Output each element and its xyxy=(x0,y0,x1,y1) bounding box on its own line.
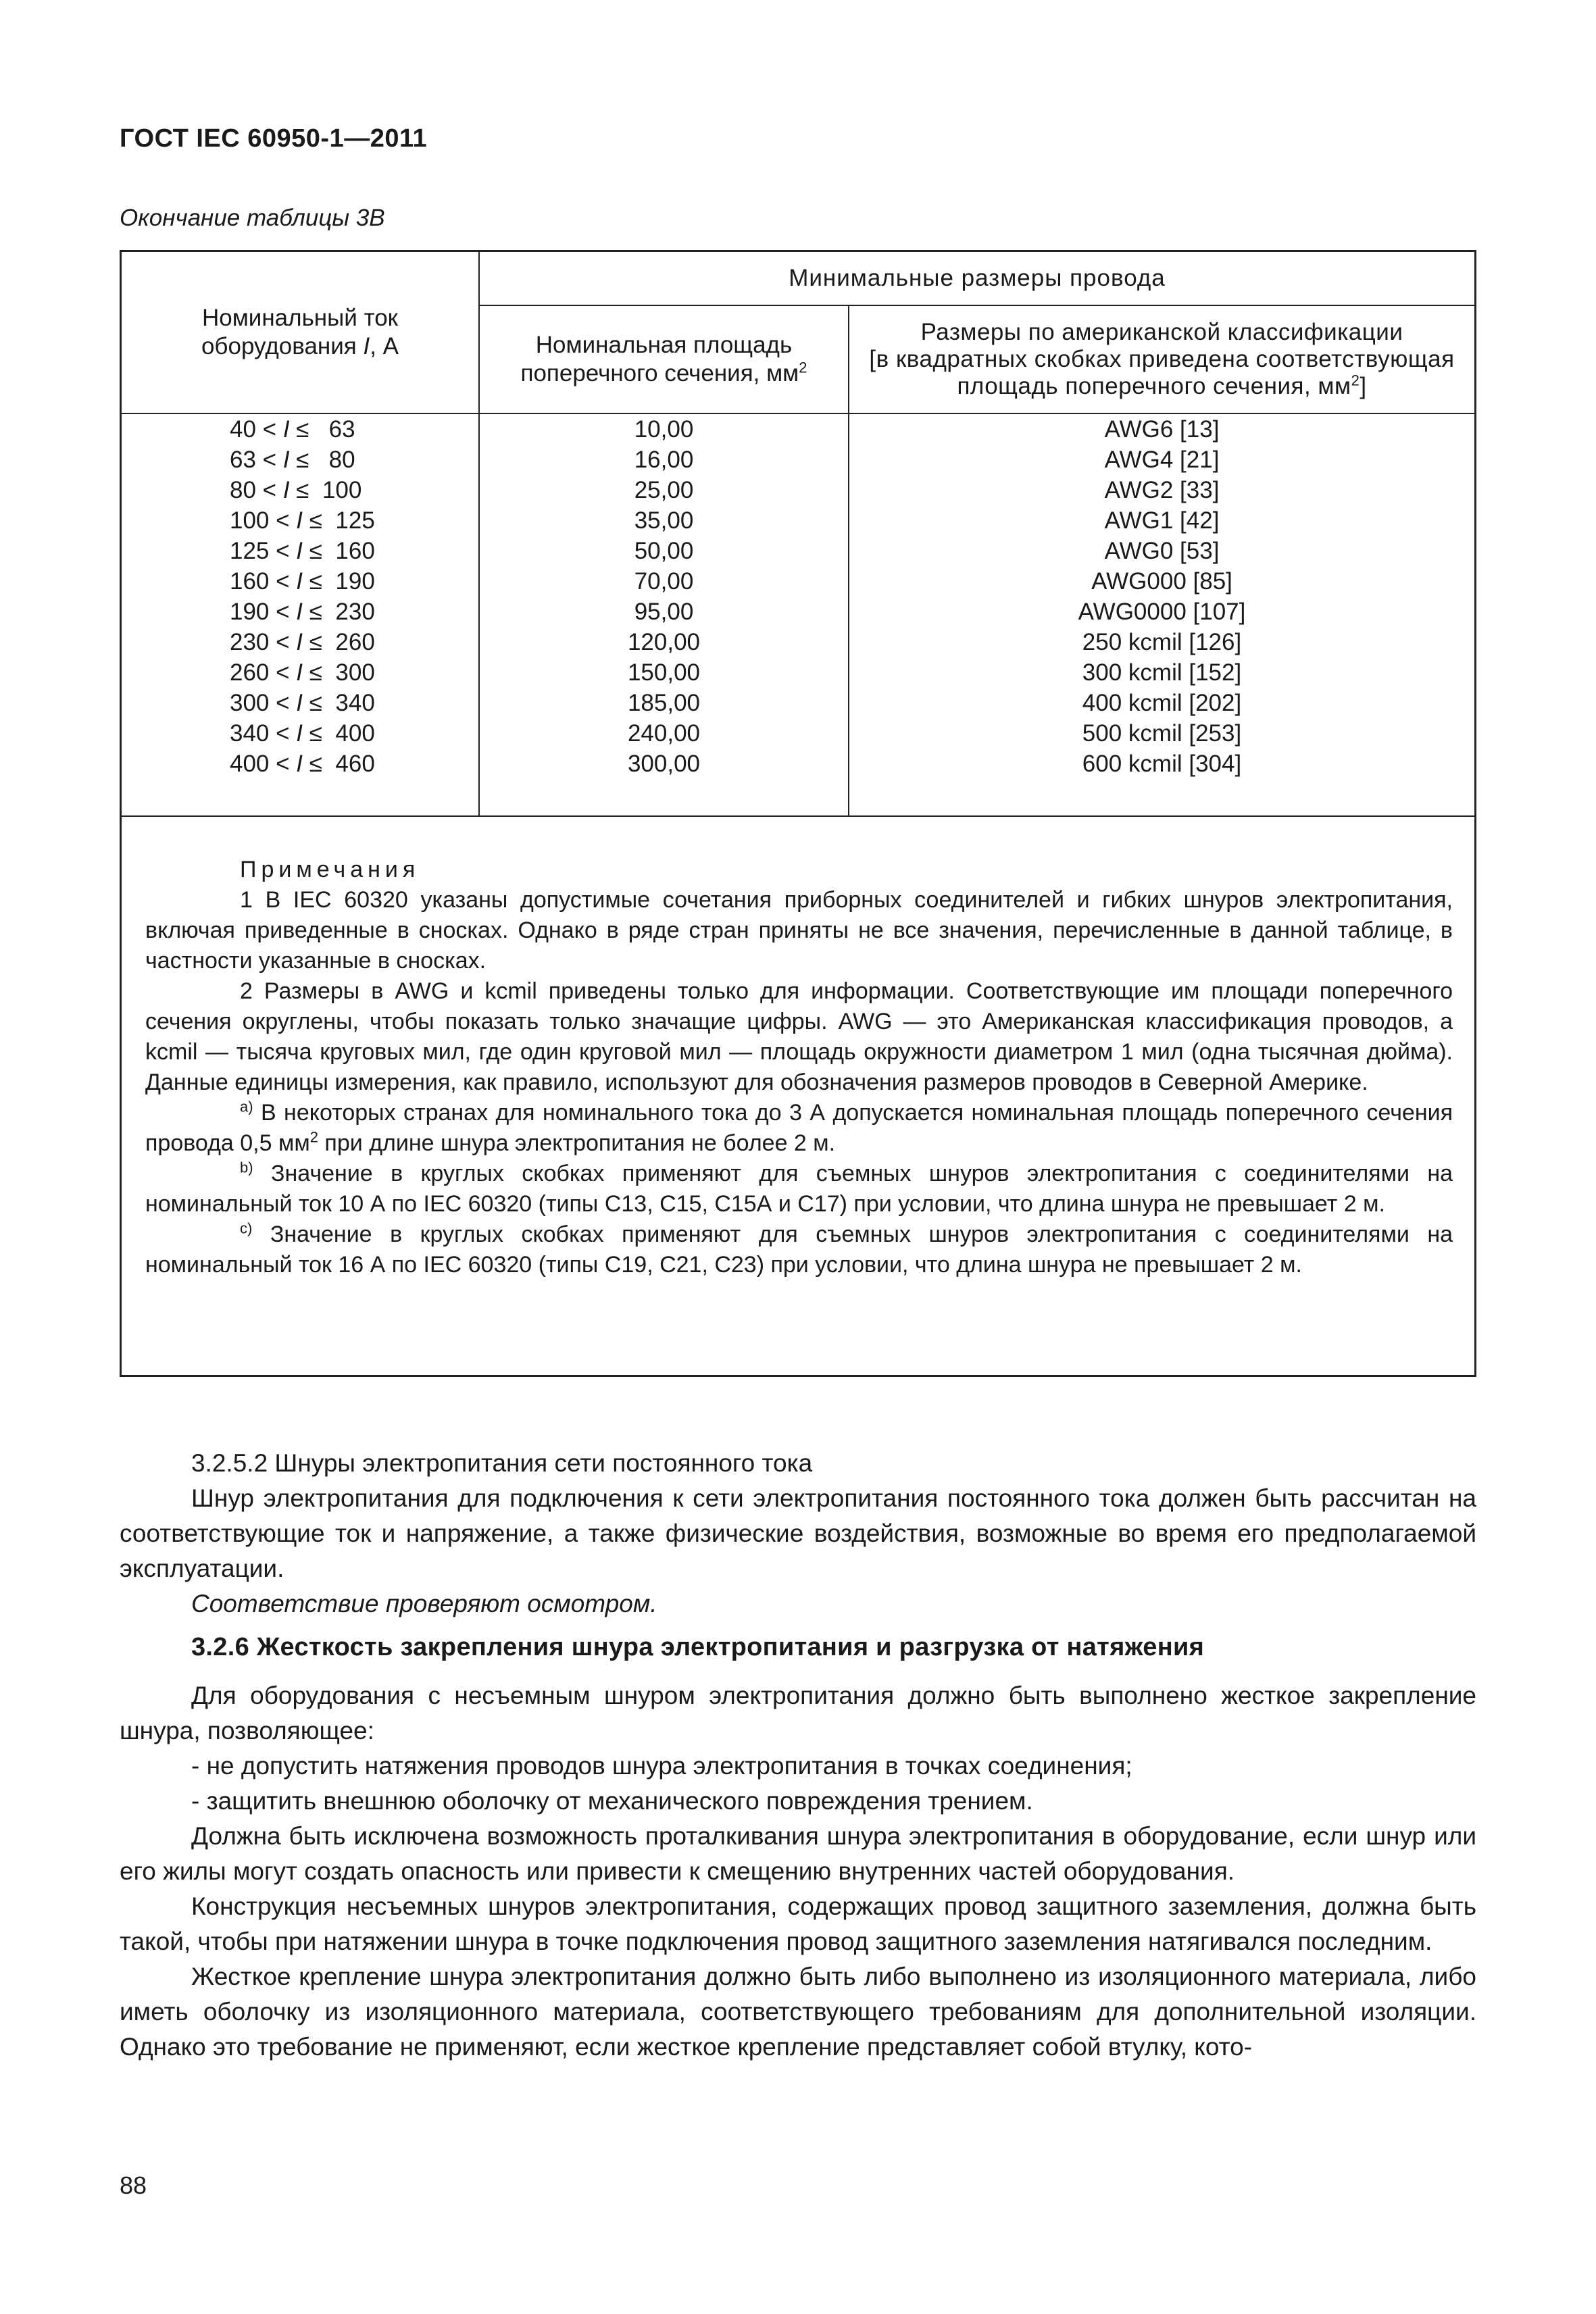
header-awg-line3-text: площадь поперечного сечения, мм xyxy=(957,373,1351,399)
table-cell-area: 300,00 xyxy=(627,751,701,777)
section-3-2-5-2-check: Соответствие проверяют осмотром. xyxy=(191,1590,657,1617)
table-cell-area: 25,00 xyxy=(634,477,694,503)
table-cell-current: 340 < I ≤ 400 xyxy=(230,720,375,747)
table-cell-current: 80 < I ≤ 100 xyxy=(230,477,362,503)
table-cell-awg: AWG6 [13] xyxy=(1104,416,1220,443)
table-cell-area: 150,00 xyxy=(627,659,701,686)
table-cell-awg: 600 kcmil [304] xyxy=(1082,751,1242,777)
footnote-a-text1: В некоторых странах для номинального тока до 3 А допускается номинальная площадь поперечного сечения провода 0,5 мм xyxy=(145,1100,1453,1156)
awg-values xyxy=(849,414,1474,779)
header-cross-section xyxy=(479,305,849,413)
table-cell-current: 63 < I ≤ 80 xyxy=(230,447,355,473)
table-cell-area: 10,00 xyxy=(634,416,694,443)
table-notes xyxy=(122,841,1474,1280)
notes-title: Примечания xyxy=(240,857,420,882)
table-cell-current: 190 < I ≤ 230 xyxy=(230,599,375,625)
section-3-2-6-item2: - защитить внешнюю оболочку от механического повреждения трением. xyxy=(191,1787,1033,1815)
footnote-a-mark: a) xyxy=(240,1098,253,1115)
table-grid xyxy=(122,252,1474,817)
footnote-b xyxy=(145,1159,1453,1219)
footnote-b-text: Значение в круглых скобках применяют для съемных шнуров электропитания с соединителями на номинальный ток 10 А по IEC 60320 (типы С13, С15, С15А и С17) при условии, что длина шнура не превышает 2 м. xyxy=(145,1161,1453,1217)
area-column xyxy=(479,413,849,816)
table-cell-current: 300 < I ≤ 340 xyxy=(230,690,375,716)
table-cell-area: 16,00 xyxy=(634,447,694,473)
header-awg-line1: Размеры по американской классификации xyxy=(920,319,1403,345)
footnote-a-text2: при длине шнура электропитания не более 2 м. xyxy=(318,1130,836,1156)
section-3-2-5-2-paragraph: Шнур электропитания для подключения к сети электропитания постоянного тока должен быть рассчитан на соответствующие ток и напряжение, а также физические воздействия, возможные во время его предполагаемой эксплуатации. xyxy=(120,1484,1476,1582)
note-1: 1 В IEC 60320 указаны допустимые сочетания приборных соединителей и гибких шнуров электропитания, включая приведенные в сносках. Однако в ряде стран приняты не все значения, перечисленные в данной таблице, в частности указанные в сносках. xyxy=(145,887,1453,974)
table-cell-current: 100 < I ≤ 125 xyxy=(230,507,375,534)
current-column xyxy=(122,413,479,816)
table-cell-awg: AWG2 [33] xyxy=(1104,477,1220,503)
footnote-b-mark: b) xyxy=(240,1159,253,1176)
footnote-a xyxy=(145,1098,1453,1159)
table-caption: Окончание таблицы 3В xyxy=(120,205,385,231)
table-cell-awg: AWG000 [85] xyxy=(1091,568,1232,595)
body-text xyxy=(120,1446,1476,2065)
section-3-2-6-p2: Должна быть исключена возможность проталкивания шнура электропитания в оборудование, если шнур или его жилы могут создать опасность или привести к смещению внутренних частей оборудования. xyxy=(120,1822,1476,1885)
section-3-2-6-item1: - не допустить натяжения проводов шнура электропитания в точках соединения; xyxy=(191,1752,1132,1780)
document-header: ГОСТ IEC 60950-1—2011 xyxy=(120,124,428,153)
header-awg-line2: [в квадратных скобках приведена соответствующая xyxy=(869,346,1455,372)
wire-size-table xyxy=(120,250,1476,1377)
table-cell-area: 240,00 xyxy=(627,720,701,747)
note-2: 2 Размеры в AWG и kcmil приведены только для информации. Соответствующие им площади поперечного сечения округлены, чтобы показать только значащие цифры. AWG — это Американская классификация проводов, а kcmil — тысяча круговых мил, где один круговой мил — площадь окружности диаметром 1 мил (одна тысячная дюйма). Данные единицы измерения, как правило, используют для обозначения размеров проводов в Северной Америке. xyxy=(145,978,1453,1095)
table-cell-awg: 250 kcmil [126] xyxy=(1082,629,1242,655)
table-cell-awg: 500 kcmil [253] xyxy=(1082,720,1242,747)
table-cell-awg: 400 kcmil [202] xyxy=(1082,690,1242,716)
table-cell-area: 185,00 xyxy=(627,690,701,716)
table-cell-current: 230 < I ≤ 260 xyxy=(230,629,375,655)
header-area-label: Номинальная площадь поперечного сечения, мм xyxy=(520,332,799,386)
header-awg-line3 xyxy=(849,373,1474,400)
current-values xyxy=(122,414,478,779)
table-cell-awg: AWG1 [42] xyxy=(1104,507,1220,534)
area-values xyxy=(480,414,848,779)
table-cell-area: 70,00 xyxy=(634,568,694,595)
header-current-label: Номинальный ток оборудования xyxy=(201,305,398,359)
table-cell-awg: 300 kcmil [152] xyxy=(1082,659,1242,686)
header-awg-sizes xyxy=(849,305,1474,413)
section-3-2-6-p4: Жесткое крепление шнура электропитания должно быть либо выполнено из изоляционного материала, либо иметь оболочку из изоляционного материала, соответствующего требованиям для дополнительной изоляции. Однако это требование не применяют, если жесткое крепление представляет собой втулку, кото- xyxy=(120,1963,1476,2061)
section-3-2-6-p1: Для оборудования с несъемным шнуром электропитания должно быть выполнено жесткое закрепление шнура, позволяющее: xyxy=(120,1682,1476,1744)
header-awg-close: ] xyxy=(1360,373,1367,399)
table-cell-awg: AWG4 [21] xyxy=(1104,447,1220,473)
section-3-2-6-heading: 3.2.6 Жесткость закрепления шнура электропитания и разгрузка от натяжения xyxy=(191,1633,1205,1661)
footnote-c-mark: c) xyxy=(240,1219,253,1237)
footnote-c xyxy=(145,1219,1453,1280)
header-minimum-sizes: Минимальные размеры провода xyxy=(479,252,1474,305)
section-3-2-5-2-title: 3.2.5.2 Шнуры электропитания сети постоянного тока xyxy=(191,1449,813,1477)
table-cell-area: 50,00 xyxy=(634,538,694,564)
header-current-symbol: I xyxy=(363,333,370,359)
header-area-sup: 2 xyxy=(799,359,807,376)
table-cell-current: 400 < I ≤ 460 xyxy=(230,751,375,777)
table-cell-current: 40 < I ≤ 63 xyxy=(230,416,355,443)
footnote-c-text: Значение в круглых скобках применяют для съемных шнуров электропитания с соединителями на номинальный ток 16 А по IEC 60320 (типы С19, С21, С23) при условии, что длина шнура не превышает 2 м. xyxy=(145,1222,1453,1278)
table-cell-area: 120,00 xyxy=(627,629,701,655)
awg-column xyxy=(849,413,1474,816)
section-3-2-6-p3: Конструкция несъемных шнуров электропитания, содержащих провод защитного заземления, должна быть такой, чтобы при натяжении шнура в точке подключения провод защитного заземления натягивался последним. xyxy=(120,1892,1476,1955)
table-cell-area: 35,00 xyxy=(634,507,694,534)
table-cell-awg: AWG0 [53] xyxy=(1104,538,1220,564)
table-cell-awg: AWG0000 [107] xyxy=(1078,599,1246,625)
table-cell-current: 260 < I ≤ 300 xyxy=(230,659,375,686)
table-cell-area: 95,00 xyxy=(634,599,694,625)
table-cell-current: 125 < I ≤ 160 xyxy=(230,538,375,564)
footnote-a-sup: 2 xyxy=(309,1128,318,1146)
page-number: 88 xyxy=(120,2171,147,2199)
header-awg-sup: 2 xyxy=(1351,372,1360,389)
table-cell-current: 160 < I ≤ 190 xyxy=(230,568,375,595)
header-rated-current xyxy=(122,252,479,413)
header-current-unit: , А xyxy=(370,333,399,359)
